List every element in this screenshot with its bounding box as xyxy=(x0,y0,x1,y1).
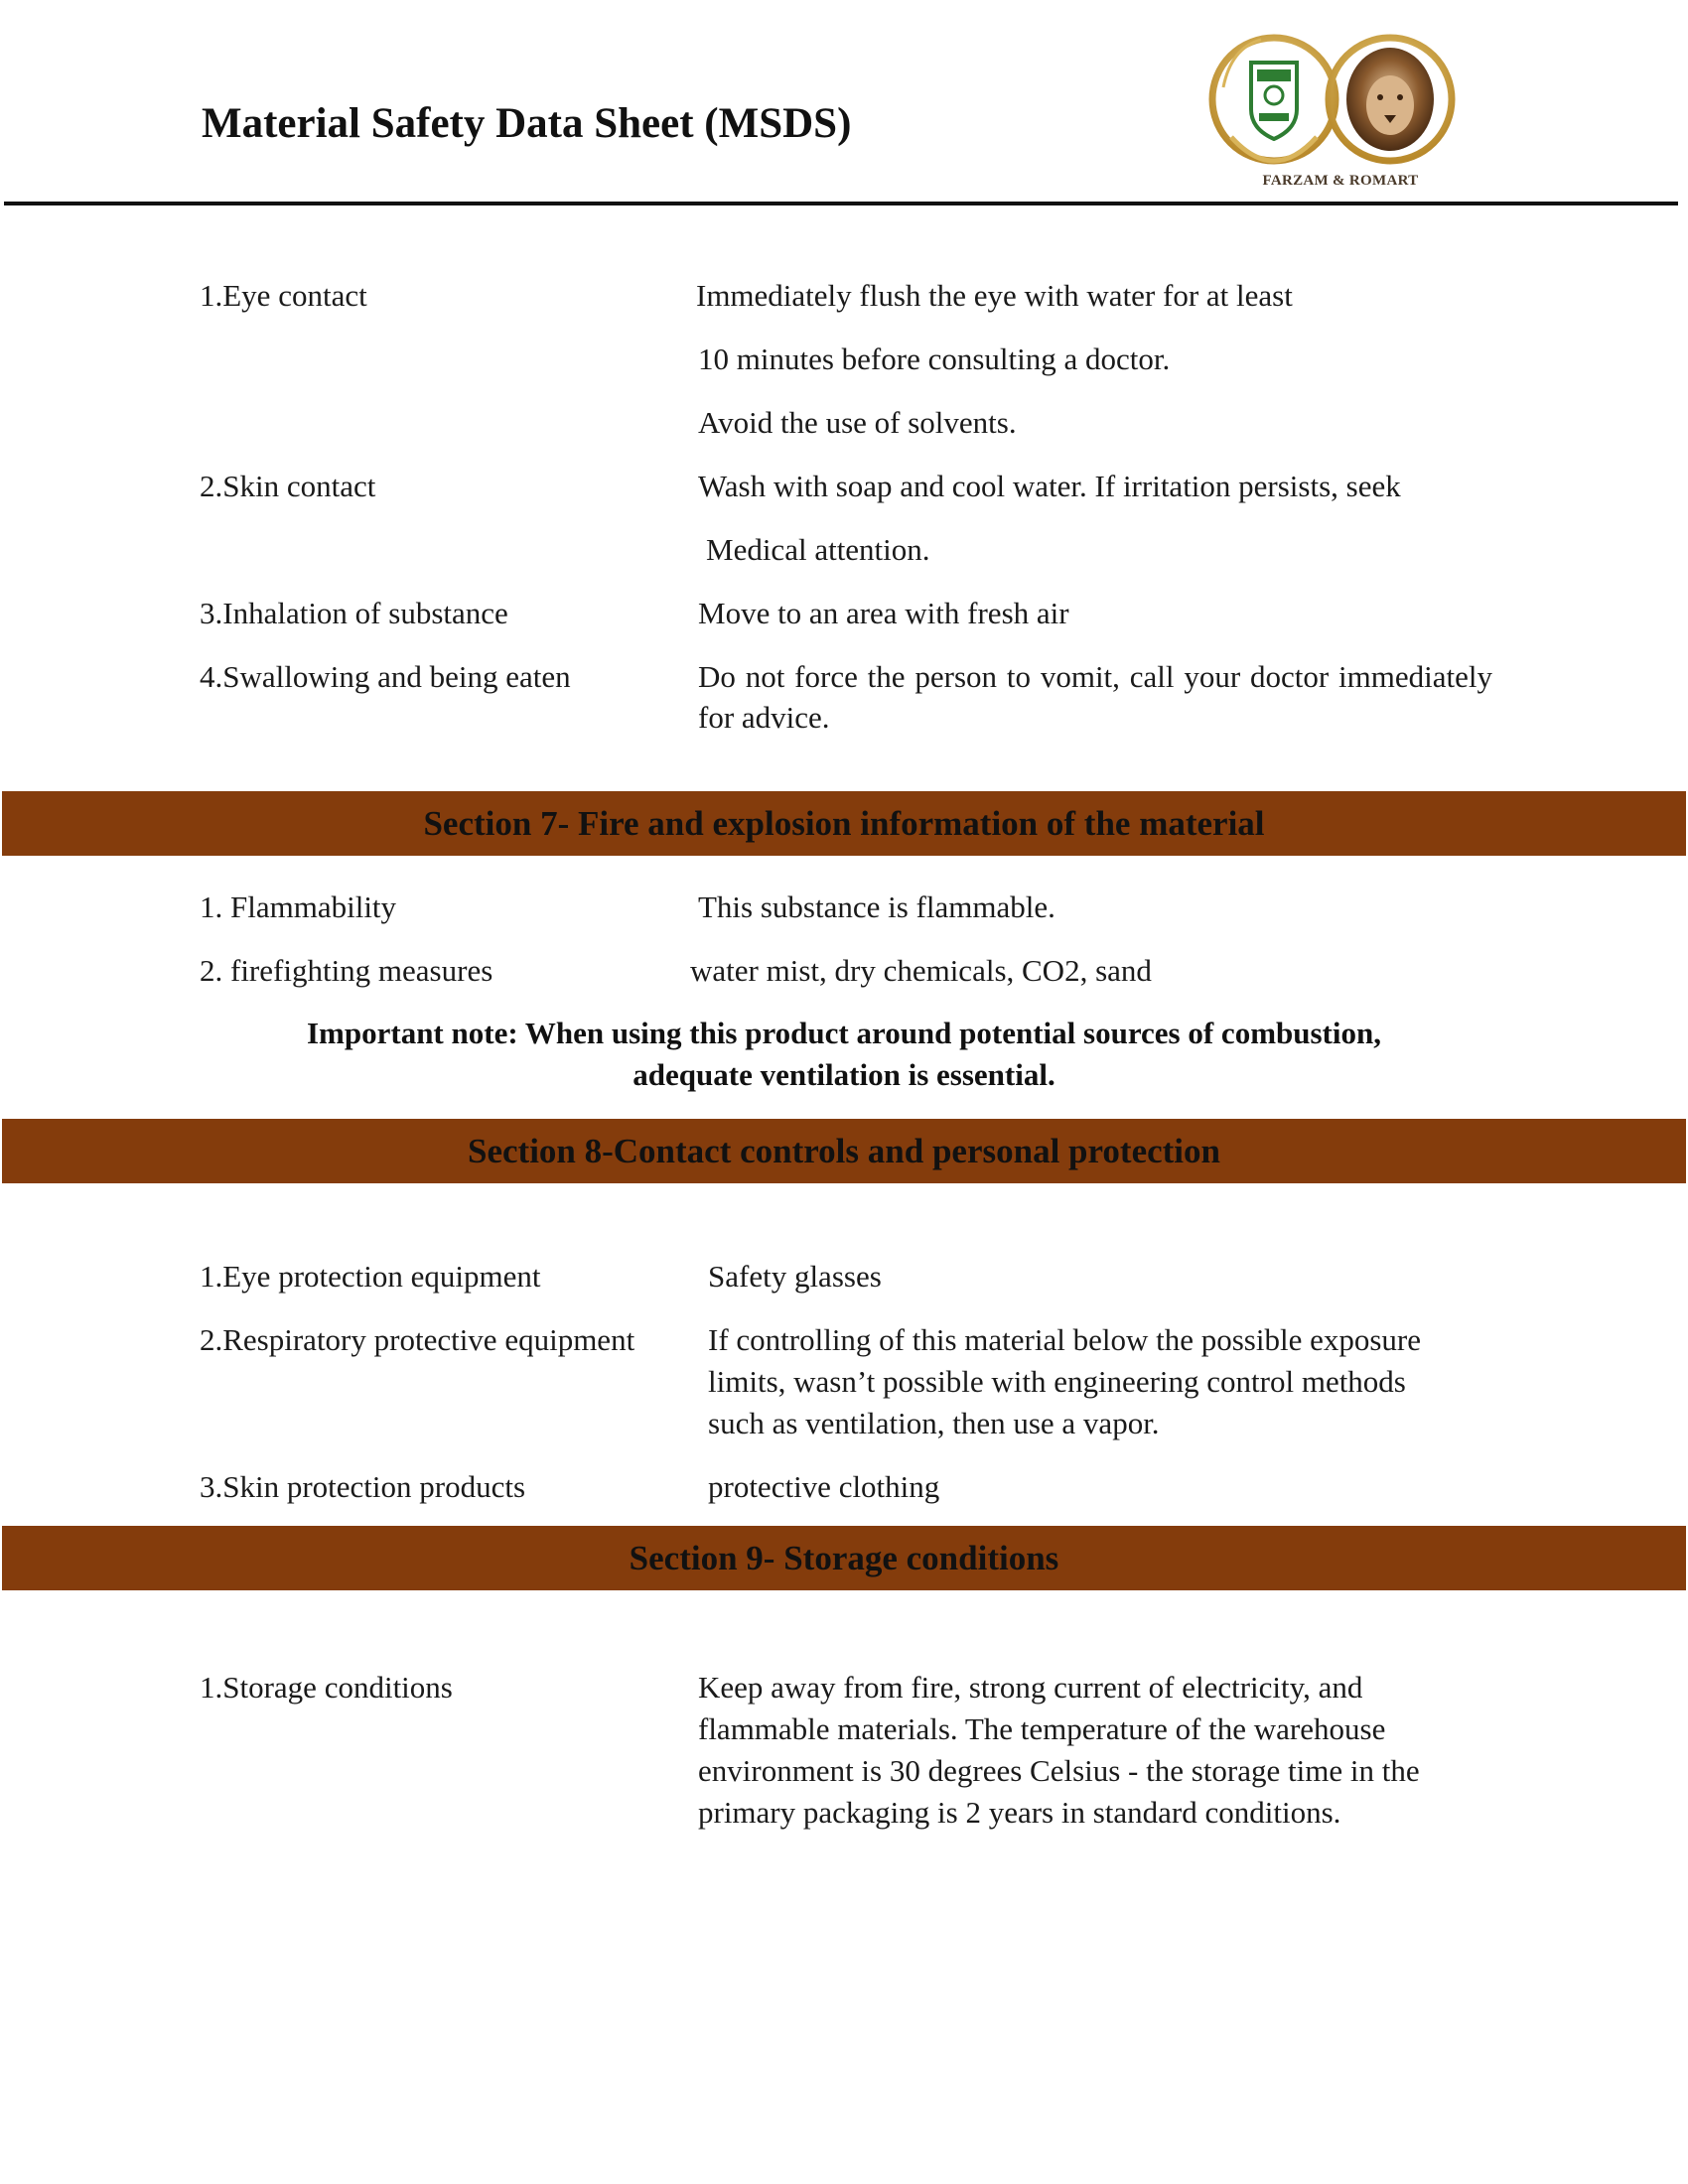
section-8-header: Section 8-Contact controls and personal protection xyxy=(2,1119,1686,1183)
eye-contact-label: 1.Eye contact xyxy=(200,278,367,313)
important-note-line-2: adequate ventilation is essential. xyxy=(633,1057,1055,1092)
eye-protection-value: Safety glasses xyxy=(708,1259,882,1294)
respiratory-protection-line-3: such as ventilation, then use a vapor. xyxy=(708,1406,1160,1440)
storage-conditions-line-3: environment is 30 degrees Celsius - the storage time in the xyxy=(698,1753,1420,1788)
firefighting-value: water mist, dry chemicals, CO2, sand xyxy=(690,953,1152,988)
eye-contact-line-1: Immediately flush the eye with water for at least xyxy=(696,278,1293,313)
section-9-header: Section 9- Storage conditions xyxy=(2,1526,1686,1590)
storage-conditions-line-4: primary packaging is 2 years in standard conditions. xyxy=(698,1795,1341,1830)
skin-contact-line-2: Medical attention. xyxy=(706,532,930,567)
section-7-header: Section 7- Fire and explosion information of the material xyxy=(2,791,1686,856)
storage-conditions-line-2: flammable materials. The temperature of the warehouse xyxy=(698,1711,1386,1746)
storage-conditions-label: 1.Storage conditions xyxy=(200,1670,453,1705)
eye-contact-line-3: Avoid the use of solvents. xyxy=(698,405,1017,440)
inhalation-label: 3.Inhalation of substance xyxy=(200,596,508,630)
company-logo xyxy=(1201,18,1462,197)
header-divider xyxy=(4,202,1678,205)
respiratory-protection-line-1: If controlling of this material below the possible exposure xyxy=(708,1322,1421,1357)
skin-contact-label: 2.Skin contact xyxy=(200,469,376,503)
eye-contact-line-2: 10 minutes before consulting a doctor. xyxy=(698,341,1171,376)
skin-contact-line-1: Wash with soap and cool water. If irritation persists, seek xyxy=(698,469,1401,503)
flammability-label: 1. Flammability xyxy=(200,889,397,924)
flammability-value: This substance is flammable. xyxy=(698,889,1055,924)
important-note-line-1: Important note: When using this product around potential sources of combustion, xyxy=(306,1016,1381,1050)
eye-protection-label: 1.Eye protection equipment xyxy=(200,1259,541,1294)
document-title: Material Safety Data Sheet (MSDS) xyxy=(202,100,852,147)
respiratory-protection-line-2: limits, wasn’t possible with engineering control methods xyxy=(708,1364,1406,1399)
logo-caption: FARZAM & ROMART xyxy=(1262,173,1419,189)
skin-protection-label: 3.Skin protection products xyxy=(200,1469,526,1504)
swallowing-label: 4.Swallowing and being eaten xyxy=(200,659,571,694)
respiratory-protection-label: 2.Respiratory protective equipment xyxy=(200,1322,635,1357)
logo-emblem-icon xyxy=(1201,18,1462,197)
skin-protection-value: protective clothing xyxy=(708,1469,940,1504)
swallowing-value: Do not force the person to vomit, call your doctor immediately for advice. xyxy=(698,659,1492,735)
inhalation-value: Move to an area with fresh air xyxy=(698,596,1069,630)
firefighting-label: 2. firefighting measures xyxy=(200,953,493,988)
storage-conditions-line-1: Keep away from fire, strong current of electricity, and xyxy=(698,1670,1363,1705)
